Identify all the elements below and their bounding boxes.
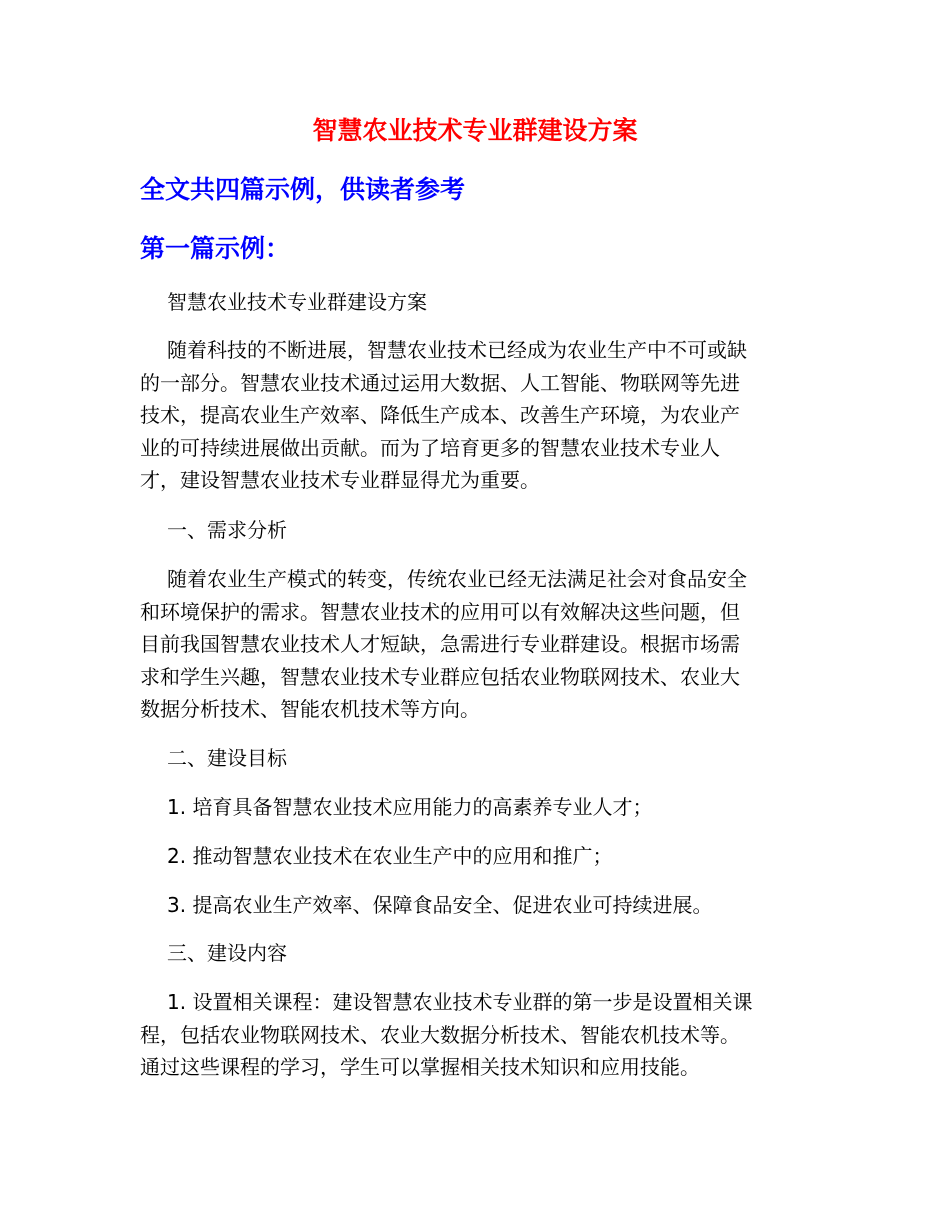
paragraph-1-line: 的一部分。智慧农业技术通过运用大数据、人工智能、物联网等先进	[140, 370, 740, 395]
content-item-1-line: 程，包括农业物联网技术、农业大数据分析技术、智能农机技术等。	[140, 1022, 740, 1047]
content-item-1-line: 通过这些课程的学习，学生可以掌握相关技术知识和应用技能。	[140, 1055, 700, 1079]
section-3-heading: 三、建设内容	[167, 941, 287, 965]
content-item-1	[140, 986, 805, 1084]
paragraph-2-line: 随着农业生产模式的转变，传统农业已经无法满足社会对食品安全	[167, 567, 747, 591]
paragraph-1-line: 随着科技的不断进展，智慧农业技术已经成为农业生产中不可或缺	[167, 338, 747, 362]
content-item-1-line: 1. 设置相关课程：建设智慧农业技术专业群的第一步是设置相关课	[167, 990, 753, 1014]
paragraph-1-line: 业的可持续进展做出贡献。而为了培育更多的智慧农业技术专业人	[140, 435, 720, 460]
document-title: 智慧农业技术专业群建设方案	[312, 116, 638, 145]
intro-heading: 全文共四篇示例，供读者参考	[140, 175, 466, 204]
goal-item-1: 1. 培育具备智慧农业技术应用能力的高素养专业人才；	[167, 795, 653, 819]
paragraph-2-line: 求和学生兴趣，智慧农业技术专业群应包括农业物联网技术、农业大	[140, 664, 740, 689]
subtitle: 智慧农业技术专业群建设方案	[167, 290, 427, 314]
paragraph-1-line: 才，建设智慧农业技术专业群显得尤为重要。	[140, 468, 540, 492]
paragraph-2-line: 目前我国智慧农业技术人才短缺，急需进行专业群建设。根据市场需	[140, 632, 740, 656]
example-heading: 第一篇示例：	[140, 234, 291, 263]
section-1-heading: 一、需求分析	[167, 518, 287, 542]
goal-item-2: 2. 推动智慧农业技术在农业生产中的应用和推广；	[167, 844, 613, 868]
paragraph-2-line: 数据分析技术、智能农机技术等方向。	[140, 697, 480, 721]
paragraph-1-line: 技术，提高农业生产效率、降低生产成本、改善生产环境，为农业产	[140, 403, 740, 427]
goal-item-3: 3. 提高农业生产效率、保障食品安全、促进农业可持续进展。	[167, 893, 713, 917]
paragraph-2	[140, 563, 805, 726]
section-2-heading: 二、建设目标	[167, 746, 287, 770]
paragraph-2-line: 和环境保护的需求。智慧农业技术的应用可以有效解决这些问题，但	[140, 599, 740, 624]
paragraph-1	[140, 334, 805, 497]
